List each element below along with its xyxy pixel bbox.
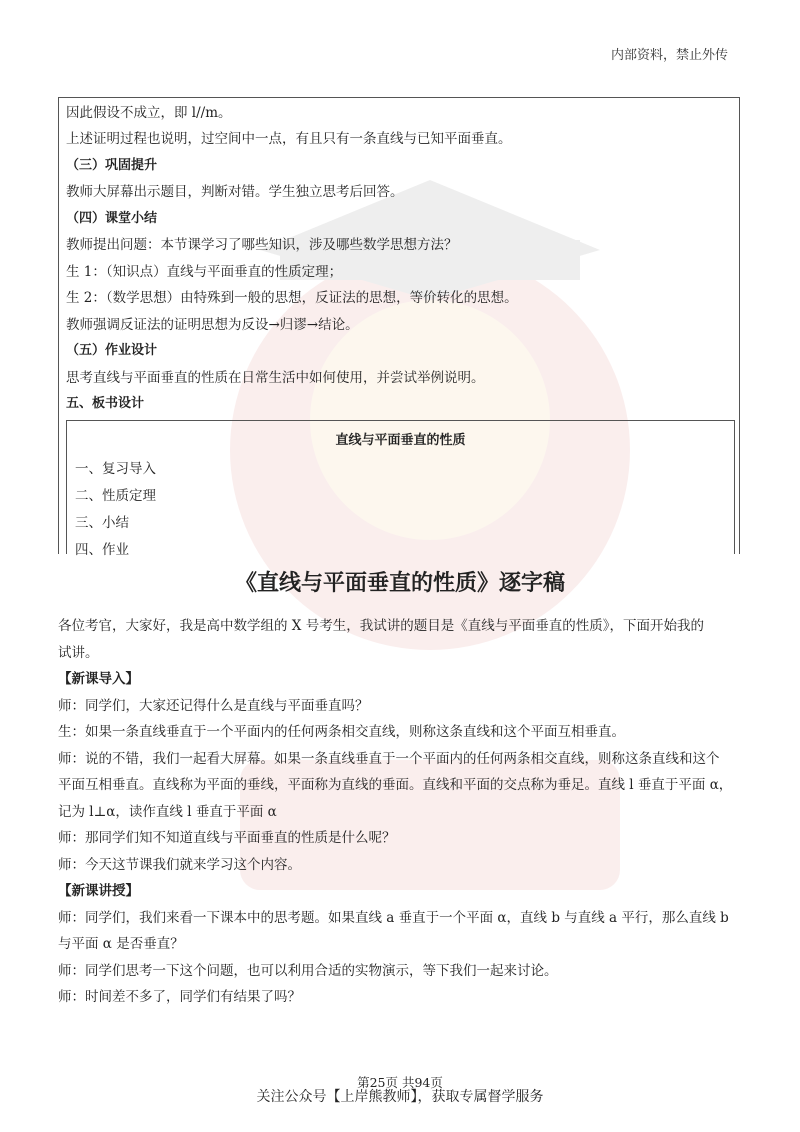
section-heading: 【新课导入】 xyxy=(58,671,139,687)
text-line: 教师提出问题：本节课学习了哪些知识，涉及哪些数学思想方法？ xyxy=(66,237,458,253)
text-line: 师：时间差不多了，同学们有结果了吗？ xyxy=(58,989,301,1005)
text-line: 各位考官，大家好，我是高中数学组的 X 号考生，我试讲的题目是《直线与平面垂直的性质》，下面开始我的 xyxy=(58,618,704,634)
text-line: 因此假设不成立，即 l//m。 xyxy=(66,105,232,121)
section-heading: 五、板书设计 xyxy=(66,396,145,411)
text-line: 思考直线与平面垂直的性质在日常生活中如何使用，并尝试举例说明。 xyxy=(66,370,485,386)
header-confidential-note: 内部资料，禁止外传 xyxy=(610,48,728,63)
board-item: 一、复习导入 xyxy=(75,461,156,477)
text-line: 与平面 α 是否垂直？ xyxy=(58,936,184,952)
text-line: 师：今天这节课我们就来学习这个内容。 xyxy=(58,857,301,873)
text-line: 师：同学们思考一下这个问题，也可以利用合适的实物演示，等下我们一起来讨论。 xyxy=(58,963,558,979)
section-heading: （四）课堂小结 xyxy=(66,211,158,226)
text-line: 师：同学们，大家还记得什么是直线与平面垂直吗？ xyxy=(58,698,369,714)
board-item: 二、性质定理 xyxy=(75,488,156,504)
text-line: 试讲。 xyxy=(58,645,99,661)
text-line: 平面互相垂直。直线称为平面的垂线，平面称为直线的垂面。直线和平面的交点称为垂足。直线 l 垂直于平面 α， xyxy=(58,777,733,793)
text-line: 师：同学们，我们来看一下课本中的思考题。如果直线 a 垂直于一个平面 α，直线 b 与直线 a 平行，那么直线 b xyxy=(58,910,729,926)
board-item: 四、作业 xyxy=(75,542,129,558)
text-line: 教师强调反证法的证明思想为反设→归谬→结论。 xyxy=(66,317,359,333)
transcript-title: 《直线与平面垂直的性质》逐字稿 xyxy=(234,571,565,596)
text-line: 记为 l⊥α，读作直线 l 垂直于平面 α xyxy=(58,804,277,820)
text-line: 生 1：（知识点）直线与平面垂直的性质定理； xyxy=(66,264,343,280)
section-heading: 【新课讲授】 xyxy=(58,883,139,899)
text-line: 教师大屏幕出示题目，判断对错。学生独立思考后回答。 xyxy=(66,184,404,200)
text-line: 生：如果一条直线垂直于一个平面内的任何两条相交直线，则称这条直线和这个平面互相垂直。 xyxy=(58,724,625,740)
text-line: 生 2：（数学思想）由特殊到一般的思想，反证法的思想，等价转化的思想。 xyxy=(66,290,518,306)
footer-promo: 关注公众号【上岸熊教师】，获取专属督学服务 xyxy=(256,1089,544,1105)
page-number: 第25页 共94页 xyxy=(357,1075,443,1090)
section-heading: （三）巩固提升 xyxy=(66,158,158,173)
board-title: 直线与平面垂直的性质 xyxy=(335,433,466,448)
text-line: 上述证明过程也说明，过空间中一点，有且只有一条直线与已知平面垂直。 xyxy=(66,131,512,147)
text-line: 师：那同学们知不知道直线与平面垂直的性质是什么呢？ xyxy=(58,830,396,846)
blackboard-design-box xyxy=(66,420,735,558)
text-line: 师：说的不错，我们一起看大屏幕。如果一条直线垂直于一个平面内的任何两条相交直线，则称这条直线和这个 xyxy=(58,751,720,767)
board-item: 三、小结 xyxy=(75,515,129,531)
section-heading: （五）作业设计 xyxy=(66,343,158,358)
